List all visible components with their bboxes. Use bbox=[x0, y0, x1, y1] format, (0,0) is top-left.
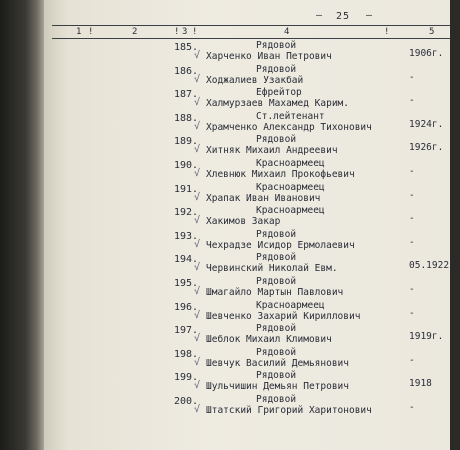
entry-name: Шевченко Захарий Кириллович bbox=[206, 310, 361, 322]
entry-year: - bbox=[409, 402, 415, 413]
entry-number: 200. bbox=[174, 396, 199, 407]
check-mark-icon: √ bbox=[194, 215, 201, 227]
list-item bbox=[44, 134, 450, 157]
entry-number: 186. bbox=[174, 65, 199, 77]
list-item bbox=[44, 229, 450, 252]
check-mark-icon: √ bbox=[194, 73, 201, 85]
entry-number: 188. bbox=[174, 112, 199, 124]
entry-rank: Ст.лейтенант bbox=[256, 110, 325, 122]
entry-rank: Рядовой bbox=[256, 276, 297, 287]
entry-year: - bbox=[409, 284, 415, 295]
entry-name: Червинский Николай Евм. bbox=[206, 263, 338, 275]
entry-name: Хлевнюк Михаил Прокофьевич bbox=[206, 169, 355, 180]
column-separator: ! bbox=[192, 27, 198, 37]
column-separator: ! bbox=[384, 27, 390, 37]
entry-year: - bbox=[409, 236, 415, 248]
check-mark-icon: √ bbox=[194, 262, 201, 274]
column-separator: ! bbox=[88, 27, 94, 37]
entry-rank: Рядовой bbox=[256, 323, 297, 335]
entry-year: - bbox=[409, 307, 415, 319]
list-item bbox=[44, 111, 450, 134]
entry-year: - bbox=[409, 213, 415, 225]
list-item bbox=[44, 323, 450, 346]
list-item bbox=[44, 394, 450, 417]
check-mark-icon: √ bbox=[194, 238, 201, 250]
column-5-label: 5 bbox=[429, 27, 435, 37]
list-item bbox=[44, 347, 450, 370]
entry-number: 187. bbox=[174, 89, 199, 101]
page-number-dash: – bbox=[366, 10, 373, 21]
list-item bbox=[44, 87, 450, 110]
entry-rank: Рядовой bbox=[256, 63, 297, 75]
entry-name: Шевчук Василий Демьянович bbox=[206, 357, 349, 369]
entry-year: 1919г. bbox=[409, 331, 444, 343]
column-4-label: 4 bbox=[284, 27, 290, 37]
page-number-dash: – bbox=[316, 10, 323, 21]
entry-name: Штатский Григорий Харитонович bbox=[206, 405, 372, 416]
list-item bbox=[44, 158, 450, 181]
header-top-rule bbox=[52, 25, 450, 26]
entry-number: 196. bbox=[174, 301, 199, 313]
list-item bbox=[44, 182, 450, 205]
entry-name: Хакимов Закар bbox=[206, 216, 281, 228]
column-3-label: 3 bbox=[182, 27, 188, 37]
entry-rank: Красноармеец bbox=[256, 158, 325, 169]
entry-year: - bbox=[409, 166, 415, 177]
column-separator: ! bbox=[174, 27, 180, 37]
entry-name: Харченко Иван Петрович bbox=[206, 51, 332, 62]
check-mark-icon: √ bbox=[194, 286, 201, 297]
page-number: 25 bbox=[336, 11, 351, 22]
entry-rank: Рядовой bbox=[256, 346, 297, 358]
check-mark-icon: √ bbox=[194, 168, 201, 179]
list-item bbox=[44, 300, 450, 323]
entry-rank: Красноармеец bbox=[256, 299, 325, 311]
entry-number: 191. bbox=[174, 183, 199, 195]
entry-name: Халмурзаев Махамед Карим. bbox=[206, 98, 349, 110]
entry-number: 199. bbox=[174, 372, 199, 384]
entry-number: 189. bbox=[174, 136, 199, 148]
document-page bbox=[44, 0, 460, 450]
list-item bbox=[44, 252, 460, 275]
entry-rank: Рядовой bbox=[256, 252, 297, 264]
entry-rank: Рядовой bbox=[256, 40, 297, 51]
header-bottom-rule bbox=[52, 38, 450, 39]
entry-name: Чехрадзе Исидор Ермолаевич bbox=[206, 239, 355, 251]
book-binding bbox=[0, 0, 46, 450]
entry-rank: Рядовой bbox=[256, 394, 297, 405]
check-mark-icon: √ bbox=[194, 144, 201, 156]
check-mark-icon: √ bbox=[194, 380, 201, 392]
entry-year: 05.1922г. bbox=[409, 260, 460, 272]
entry-number: 194. bbox=[174, 254, 199, 266]
entry-rank: Ефрейтор bbox=[256, 87, 302, 99]
entry-year: - bbox=[409, 189, 415, 201]
check-mark-icon: √ bbox=[194, 333, 201, 345]
entry-number: 195. bbox=[174, 278, 199, 289]
column-1-label: 1 bbox=[76, 27, 82, 37]
entry-number: 193. bbox=[174, 230, 199, 242]
entry-number: 185. bbox=[174, 42, 199, 53]
column-2-label: 2 bbox=[132, 27, 138, 37]
entry-rank: Красноармеец bbox=[256, 181, 325, 193]
entry-number: 190. bbox=[174, 160, 199, 171]
list-item bbox=[44, 40, 450, 63]
entry-name: Шмагайло Мартын Павлович bbox=[206, 287, 344, 298]
entry-rank: Рядовой bbox=[256, 134, 297, 146]
entry-name: Храпак Иван Иванович bbox=[206, 192, 321, 204]
entry-name: Шульчишин Демьян Петрович bbox=[206, 381, 349, 393]
entry-year: 1924г. bbox=[409, 118, 444, 130]
entry-year: - bbox=[409, 354, 415, 366]
check-mark-icon: √ bbox=[194, 309, 201, 321]
check-mark-icon: √ bbox=[194, 97, 201, 109]
entry-number: 197. bbox=[174, 325, 199, 337]
check-mark-icon: √ bbox=[194, 404, 201, 415]
entry-number: 192. bbox=[174, 207, 199, 219]
entry-year: - bbox=[409, 71, 415, 83]
entry-name: Хитняк Михаил Андреевич bbox=[206, 145, 338, 157]
list-item bbox=[44, 276, 450, 299]
check-mark-icon: √ bbox=[194, 120, 201, 132]
list-item bbox=[44, 205, 450, 228]
entry-rank: Красноармеец bbox=[256, 205, 325, 217]
entry-year: 1906г. bbox=[409, 48, 444, 59]
entry-name: Ходжалиев Узакбай bbox=[206, 74, 304, 86]
entry-rank: Рядовой bbox=[256, 228, 297, 240]
entry-year: 1926г. bbox=[409, 142, 444, 154]
entry-name: Шеблок Михаил Климович bbox=[206, 334, 332, 346]
entry-year: 1918 bbox=[409, 378, 432, 390]
entry-rank: Рядовой bbox=[256, 370, 297, 382]
check-mark-icon: √ bbox=[194, 50, 201, 61]
entry-name: Храмченко Александр Тихонович bbox=[206, 121, 372, 133]
entry-year: - bbox=[409, 95, 415, 107]
list-item bbox=[44, 64, 450, 87]
check-mark-icon: √ bbox=[194, 191, 201, 203]
entry-number: 198. bbox=[174, 348, 199, 360]
check-mark-icon: √ bbox=[194, 356, 201, 368]
list-item bbox=[44, 370, 450, 393]
